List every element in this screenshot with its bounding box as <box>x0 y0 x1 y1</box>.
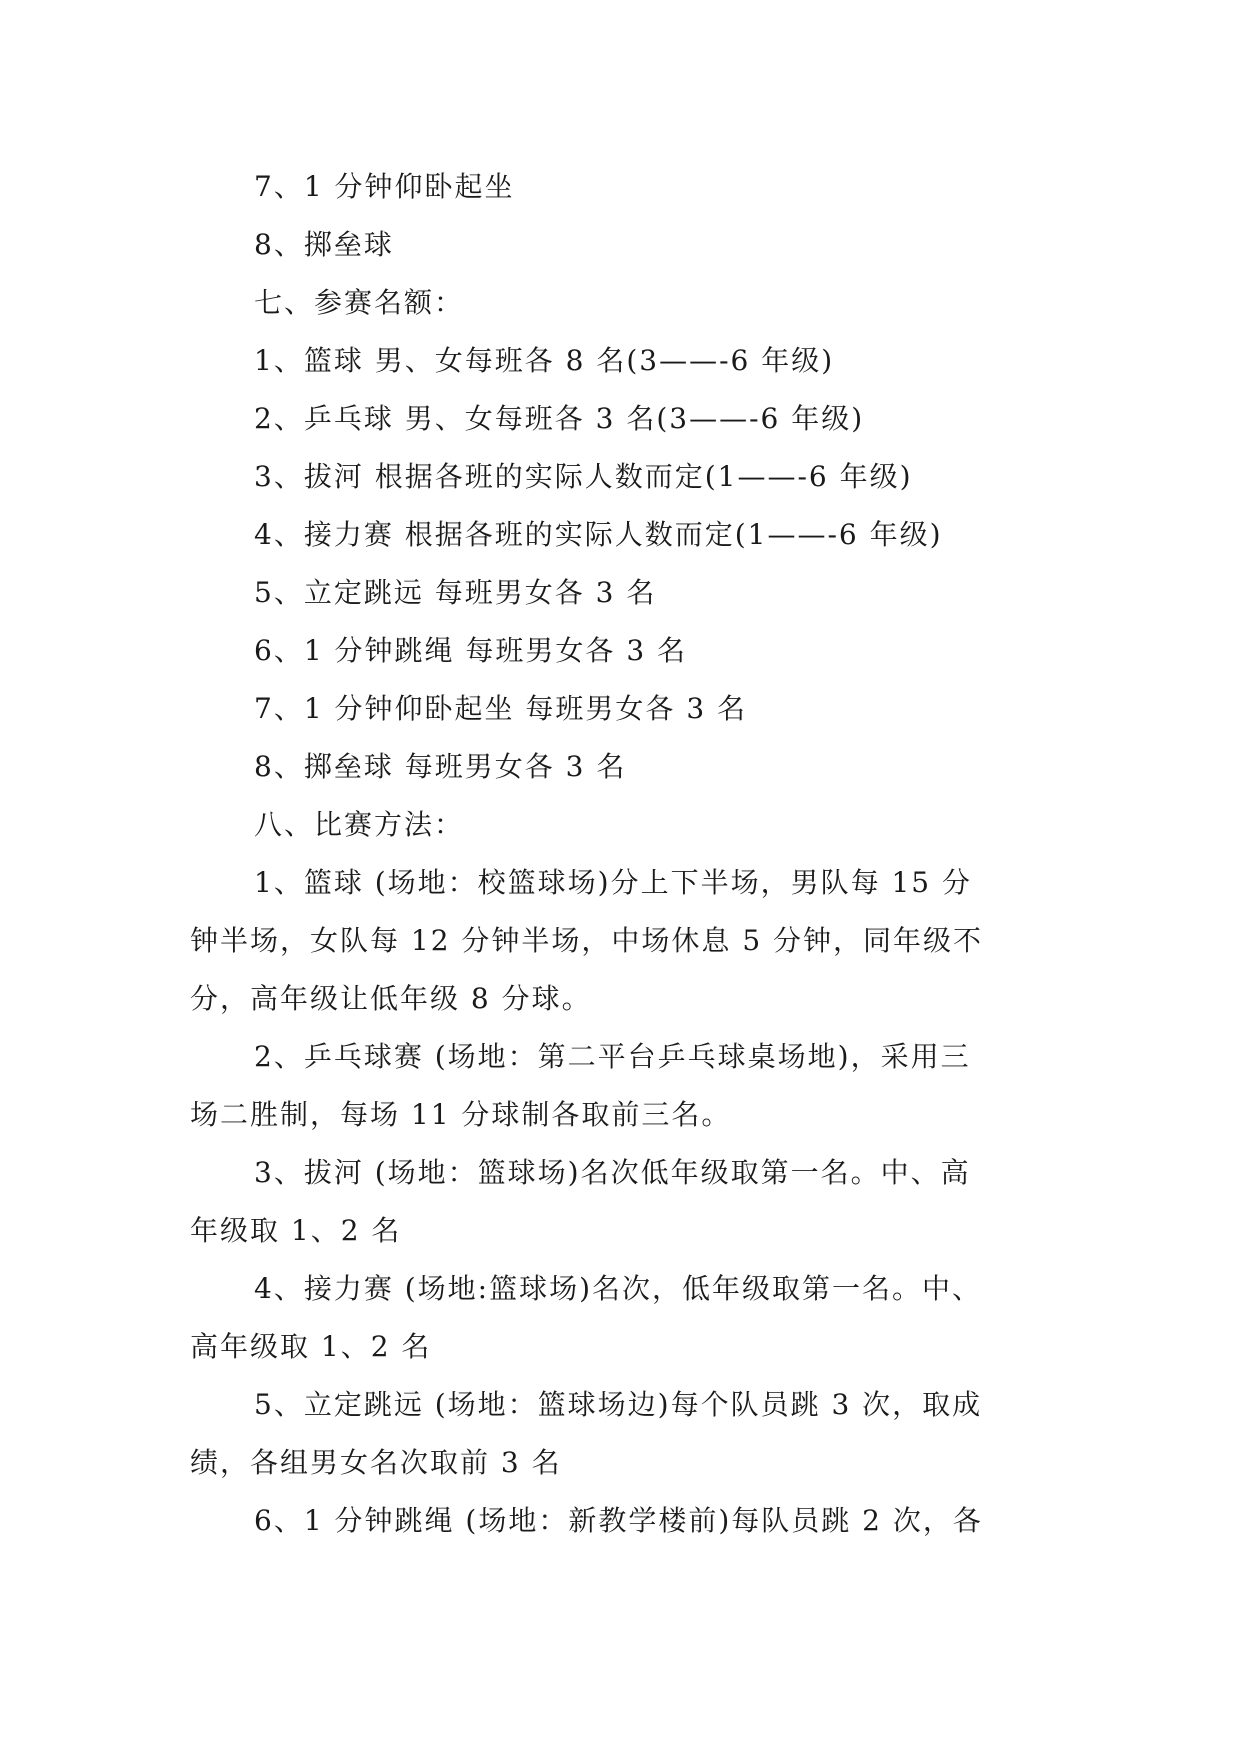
paragraph-line: 年级取 1、2 名 <box>190 1214 402 1247</box>
list-item: 1、篮球 男、女每班各 8 名(3——-6 年级) <box>254 344 835 377</box>
list-item: 5、立定跳远 每班男女各 3 名 <box>254 576 657 609</box>
paragraph-line: 分，高年级让低年级 8 分球。 <box>190 982 592 1015</box>
paragraph-line: 场二胜制，每场 11 分球制各取前三名。 <box>190 1098 732 1131</box>
paragraph-relay <box>190 1260 1052 1376</box>
paragraph-rope-skipping <box>190 1492 1052 1550</box>
paragraph-line: 4、接力赛 (场地:篮球场)名次，低年级取第一名。中、 <box>254 1272 982 1305</box>
paragraph-line: 2、乒乓球赛 (场地：第二平台乒乓球桌场地)，采用三 <box>254 1040 971 1073</box>
list-item: 6、1 分钟跳绳 每班男女各 3 名 <box>254 634 688 667</box>
list-item: 2、乒乓球 男、女每班各 3 名(3——-6 年级) <box>254 402 865 435</box>
list-item: 7、1 分钟仰卧起坐 <box>254 170 515 203</box>
paragraph-line: 1、篮球 (场地：校篮球场)分上下半场，男队每 15 分 <box>254 866 972 899</box>
list-item: 8、掷垒球 <box>254 228 394 261</box>
paragraph-line: 3、拔河 (场地：篮球场)名次低年级取第一名。中、高 <box>254 1156 971 1189</box>
paragraph-line: 5、立定跳远 (场地：篮球场边)每个队员跳 3 次，取成 <box>254 1388 983 1421</box>
paragraph-line: 6、1 分钟跳绳 (场地：新教学楼前)每队员跳 2 次，各 <box>254 1504 983 1537</box>
paragraph-table-tennis <box>190 1028 1052 1144</box>
section-heading: 七、参赛名额： <box>254 286 465 319</box>
document-body <box>190 158 1052 1550</box>
list-item: 3、拔河 根据各班的实际人数而定(1——-6 年级) <box>254 460 913 493</box>
list-item: 8、掷垒球 每班男女各 3 名 <box>254 750 627 783</box>
list-item: 7、1 分钟仰卧起坐 每班男女各 3 名 <box>254 692 748 725</box>
paragraph-line: 高年级取 1、2 名 <box>190 1330 432 1363</box>
paragraph-basketball <box>190 854 1052 1028</box>
section-heading: 八、比赛方法： <box>254 808 465 841</box>
paragraph-line: 钟半场，女队每 12 分钟半场，中场休息 5 分钟，同年级不 <box>190 924 984 957</box>
list-item: 4、接力赛 根据各班的实际人数而定(1——-6 年级) <box>254 518 943 551</box>
paragraph-line: 绩，各组男女名次取前 3 名 <box>190 1446 562 1479</box>
paragraph-tug-of-war <box>190 1144 1052 1260</box>
paragraph-standing-jump <box>190 1376 1052 1492</box>
